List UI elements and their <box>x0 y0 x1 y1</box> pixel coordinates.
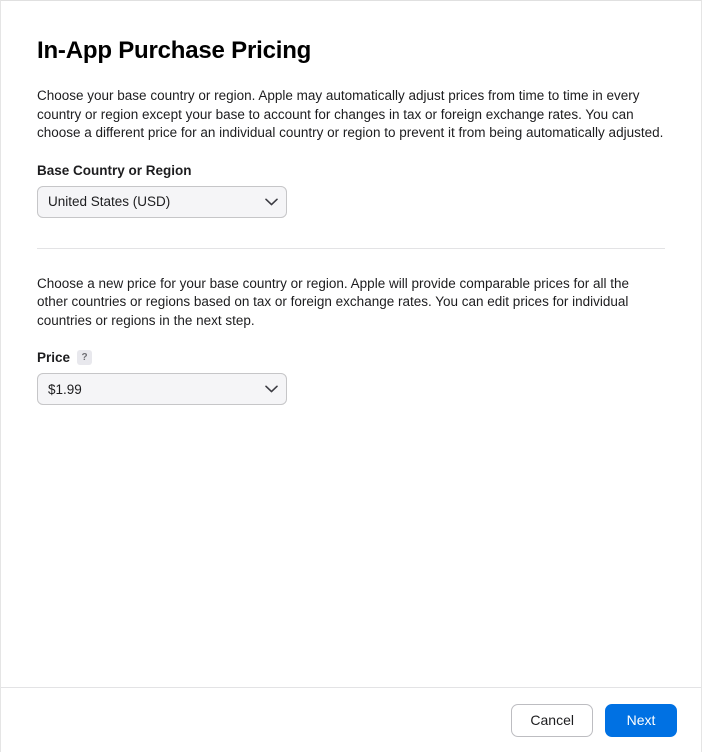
price-select-wrap <box>37 373 287 405</box>
intro-description: Choose your base country or region. Apple may automatically adjust prices from time to time in every country or region except your base to account for changes in tax or foreign exchange rates. You can choose a different price for an individual country or region to prevent it from being automatically adjusted. <box>37 88 664 140</box>
base-country-label <box>37 163 665 178</box>
dialog-footer <box>1 687 701 752</box>
dialog-body <box>1 1 701 687</box>
next-button[interactable]: Next <box>605 704 677 737</box>
cancel-button[interactable]: Cancel <box>511 704 593 737</box>
price-label <box>37 350 665 365</box>
base-country-select[interactable] <box>37 186 287 218</box>
section-divider <box>37 248 665 249</box>
base-country-field-group <box>37 163 665 218</box>
price-select[interactable] <box>37 373 287 405</box>
base-country-select-wrap <box>37 186 287 218</box>
page-title: In-App Purchase Pricing <box>37 37 312 64</box>
price-value: $1.99 <box>48 381 82 397</box>
base-country-label-text: Base Country or Region <box>37 162 192 178</box>
help-icon[interactable]: ? <box>77 350 92 365</box>
base-country-value: United States (USD) <box>48 194 171 209</box>
price-field-group <box>37 350 665 405</box>
price-label-text: Price <box>37 350 71 365</box>
price-section-description: Choose a new price for your base country or region. Apple will provide comparable prices for all the other countries or regions based on tax or foreign exchange rates. You can edit prices for individual countries or regions in the next step. <box>37 275 630 328</box>
